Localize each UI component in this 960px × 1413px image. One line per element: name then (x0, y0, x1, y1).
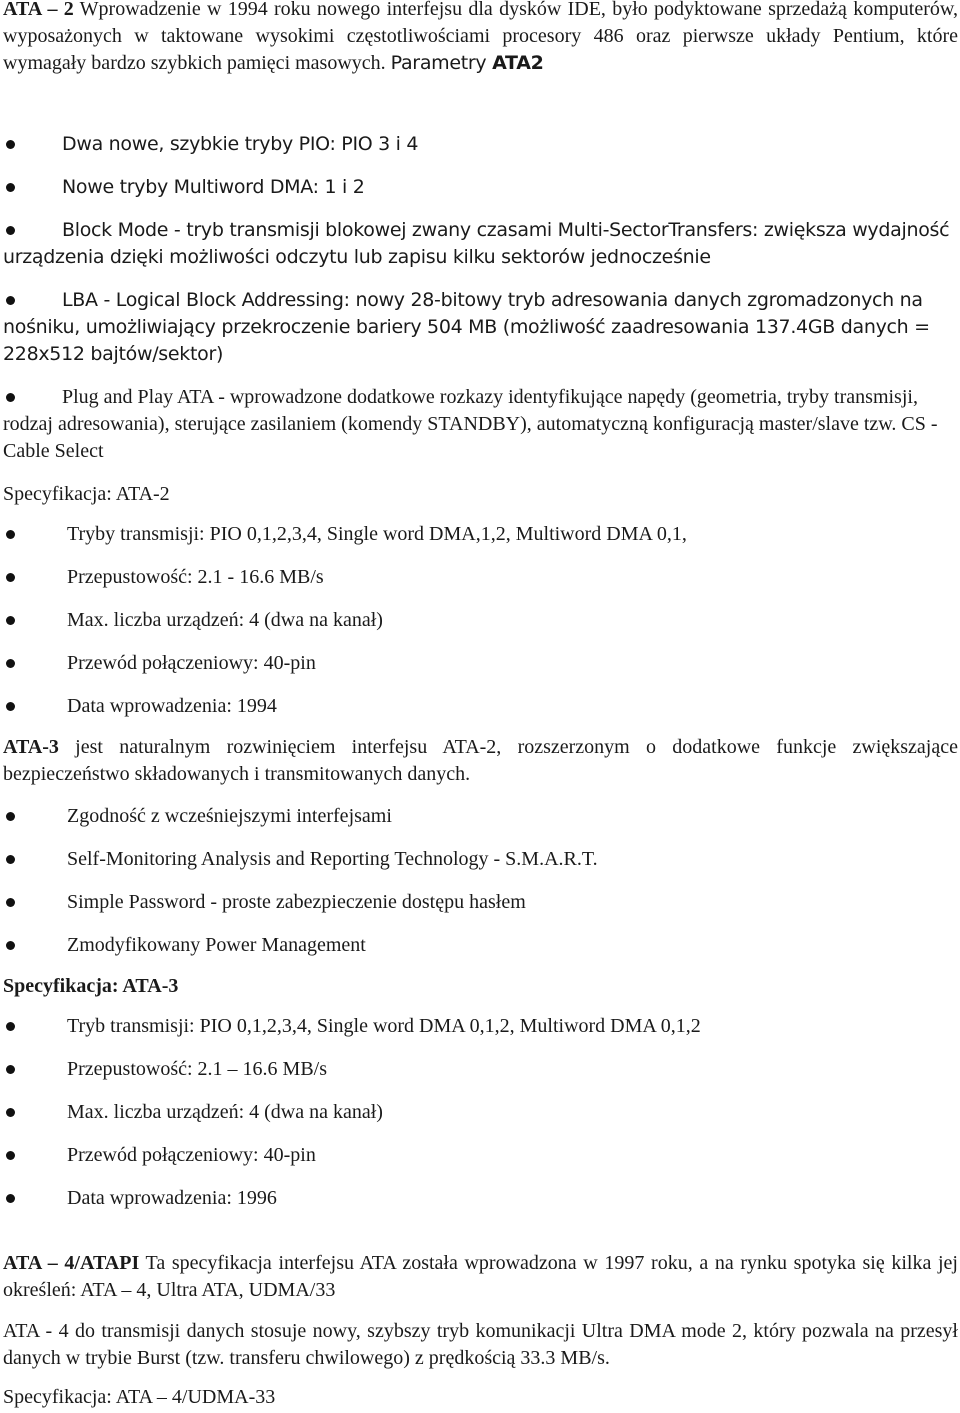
ata2-intro-paragraph (3, 0, 958, 77)
ata2-params-prefix: Parametry (390, 52, 493, 74)
ata3-feature-item: Zmodyfikowany Power Management (67, 934, 366, 956)
ata2-spec-heading: Specyfikacja: ATA-2 (3, 483, 170, 505)
ata2-spec-item: Przepustowość: 2.1 - 16.6 MB/s (67, 566, 324, 588)
ata3-spec-item: Przewód połączeniowy: 40-pin (67, 1144, 316, 1166)
ata2-feature-item: Dwa nowe, szybkie tryby PIO: PIO 3 i 4 (62, 133, 419, 155)
ata2-spec-item: Data wprowadzenia: 1994 (67, 695, 277, 717)
ata3-spec-item: Przepustowość: 2.1 – 16.6 MB/s (67, 1058, 327, 1080)
ata2-params-label (391, 52, 544, 74)
ata3-spec-item: Data wprowadzenia: 1996 (67, 1187, 277, 1209)
ata4-heading: ATA – 4/ATAPI (3, 1252, 140, 1274)
ata4-paragraph: ATA - 4 do transmisji danych stosuje nowy, szybszy tryb komunikacji Ultra DMA mode 2, który pozwala na przesył danych w trybie Burst (tzw. transferu chwilowego) z prędkością 33.3 MB/s. (3, 1320, 958, 1369)
ata2-feature-item: LBA - Logical Block Addressing: nowy 28-bitowy tryb adresowania danych zgromadzonych na nośniku, umożliwiający przekroczenie bariery 504 MB (możliwość zaadresowania 137.4GB danych = 228x512 bajtów/sektor) (3, 289, 930, 365)
ata2-feature-item: Nowe tryby Multiword DMA: 1 i 2 (62, 176, 365, 198)
ata2-spec-item: Przewód połączeniowy: 40-pin (67, 652, 316, 674)
ata2-heading: ATA – 2 (3, 0, 74, 20)
ata4-spec-heading: Specyfikacja: ATA – 4/UDMA-33 (3, 1386, 276, 1408)
ata3-intro-text: jest naturalnym rozwinięciem interfejsu ATA-2, rozszerzonym o dodatkowe funkcje zwiększające bezpieczeństwo składowanych i transmitowanych danych. (3, 736, 958, 785)
ata2-feature-item: Block Mode - tryb transmisji blokowej zwany czasami Multi-SectorTransfers: zwiększa wydajność urządzenia dzięki możliwości odczytu lub zapisu kilku sektorów jednocześnie (3, 219, 950, 268)
ata3-feature-item: Zgodność z wcześniejszymi interfejsami (67, 805, 392, 827)
ata3-spec-item: Max. liczba urządzeń: 4 (dwa na kanał) (67, 1101, 383, 1123)
ata3-spec-heading: Specyfikacja: ATA-3 (3, 975, 179, 997)
ata3-heading: ATA-3 (3, 736, 59, 758)
ata2-spec-item: Tryby transmisji: PIO 0,1,2,3,4, Single word DMA,1,2, Multiword DMA 0,1, (67, 523, 687, 545)
ata3-feature-item: Self-Monitoring Analysis and Reporting Technology - S.M.A.R.T. (67, 848, 598, 870)
ata3-spec-item: Tryb transmisji: PIO 0,1,2,3,4, Single word DMA 0,1,2, Multiword DMA 0,1,2 (67, 1015, 701, 1037)
ata2-feature-item: Plug and Play ATA - wprowadzone dodatkowe rozkazy identyfikujące napędy (geometria, tryby transmisji, rodzaj adresowania), sterujące zasilaniem (komendy STANDBY), automatyczną konfiguracją master/slave tzw. CS - Cable Select (3, 386, 938, 462)
ata2-params-bold: ATA2 (492, 52, 544, 74)
ata2-spec-item: Max. liczba urządzeń: 4 (dwa na kanał) (67, 609, 383, 631)
ata3-intro-paragraph (3, 734, 958, 788)
ata4-intro-text: Ta specyfikacja interfejsu ATA została wprowadzona w 1997 roku, a na rynku spotyka się kilka jej określeń: ATA – 4, Ultra ATA, UDMA/33 (3, 1252, 958, 1301)
ata3-feature-item: Simple Password - proste zabezpieczenie dostępu hasłem (67, 891, 526, 913)
ata4-intro-paragraph (3, 1250, 958, 1304)
ata2-intro-text: Wprowadzenie w 1994 roku nowego interfejsu dla dysków IDE, było podyktowane sprzedażą komputerów, wyposażonych w taktowane wysokimi częstotliwościami procesory 486 oraz pierwsze układy Pentium, które wymagały bardzo szybkich pamięci masowych. (3, 0, 959, 74)
